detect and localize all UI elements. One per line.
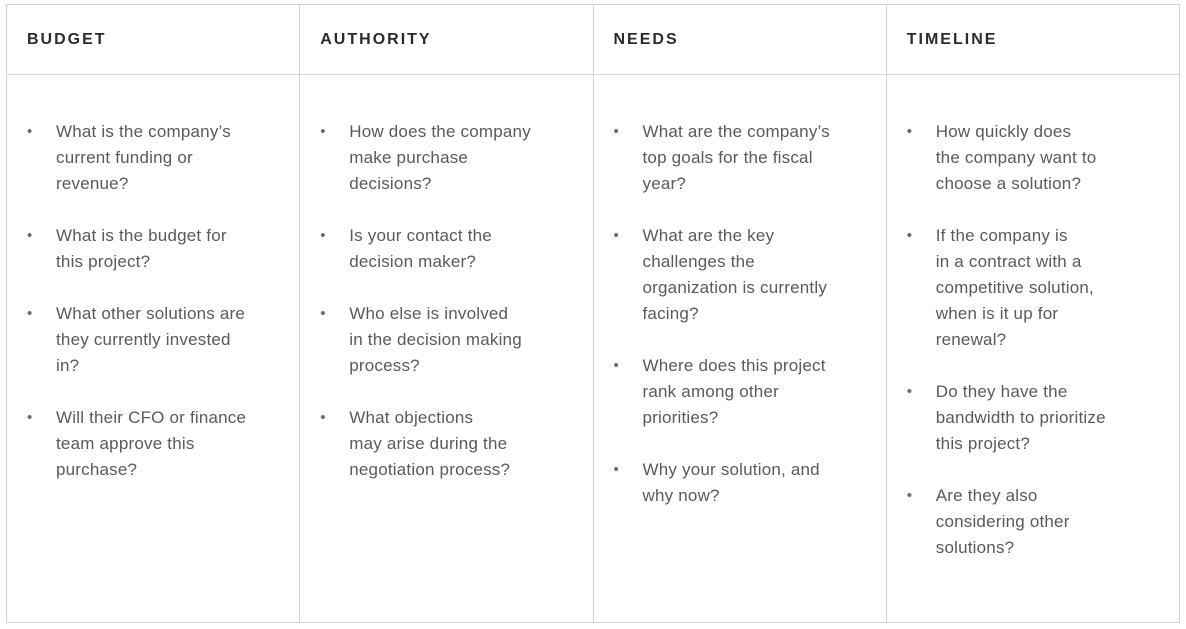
column-title: TIMELINE: [906, 30, 998, 48]
column-body: [887, 75, 1179, 622]
bullet-icon: •: [27, 305, 33, 322]
question-list: [907, 119, 1169, 561]
question-line: why now?: [642, 486, 720, 505]
column-title: AUTHORITY: [320, 30, 432, 48]
column-authority: [300, 5, 593, 622]
question-item: [320, 301, 582, 379]
question-line: considering other: [935, 512, 1070, 531]
question-line: Who else is involved: [349, 304, 509, 323]
question-line: solutions?: [935, 538, 1015, 557]
question-line: current funding or: [56, 148, 193, 167]
bullet-icon: •: [27, 123, 33, 140]
question-item: [614, 457, 876, 509]
question-line: team approve this: [56, 434, 195, 453]
question-line: facing?: [642, 304, 699, 323]
question-line: in?: [56, 356, 80, 375]
column-header: [300, 5, 592, 75]
bullet-icon: •: [613, 357, 619, 374]
question-line: What are the key: [642, 226, 775, 245]
question-line: Why your solution, and: [642, 460, 820, 479]
question-list: [27, 119, 289, 483]
question-line: this project?: [56, 252, 151, 271]
question-line: Are they also: [935, 486, 1038, 505]
question-line: they currently invested: [56, 330, 231, 349]
bullet-icon: •: [613, 123, 619, 140]
question-item: [320, 405, 582, 483]
bullet-icon: •: [906, 383, 913, 400]
question-line: renewal?: [935, 330, 1007, 349]
column-title: BUDGET: [27, 30, 107, 48]
column-body: [594, 75, 886, 622]
bullet-icon: •: [906, 123, 913, 140]
question-line: bandwidth to prioritize: [935, 408, 1106, 427]
question-item: [320, 119, 582, 197]
question-line: competitive solution,: [935, 278, 1094, 297]
question-line: purchase?: [56, 460, 138, 479]
column-title: NEEDS: [613, 30, 679, 48]
question-line: How does the company: [349, 122, 531, 141]
question-item: [907, 119, 1169, 197]
question-item: [27, 223, 289, 275]
bullet-icon: •: [906, 487, 913, 504]
question-line: decision maker?: [349, 252, 477, 271]
question-item: [27, 119, 289, 197]
question-item: [614, 223, 876, 327]
question-list: [320, 119, 582, 483]
question-line: Where does this project: [642, 356, 826, 375]
question-item: [907, 223, 1169, 353]
question-line: in the decision making: [349, 330, 522, 349]
question-item: [27, 405, 289, 483]
question-line: revenue?: [56, 174, 129, 193]
question-line: choose a solution?: [935, 174, 1082, 193]
column-header: [594, 5, 886, 75]
question-item: [320, 223, 582, 275]
bullet-icon: •: [27, 227, 33, 244]
question-line: Do they have the: [935, 382, 1068, 401]
question-line: negotiation process?: [349, 460, 511, 479]
bant-table: [6, 4, 1180, 623]
question-line: year?: [642, 174, 687, 193]
question-line: may arise during the: [349, 434, 508, 453]
question-line: If the company is: [935, 226, 1068, 245]
question-list: [614, 119, 876, 509]
question-line: decisions?: [349, 174, 432, 193]
question-line: in a contract with a: [935, 252, 1082, 271]
bullet-icon: •: [613, 461, 619, 478]
bullet-icon: •: [320, 409, 326, 426]
column-header: [7, 5, 299, 75]
column-needs: [594, 5, 887, 622]
bullet-icon: •: [320, 305, 326, 322]
column-timeline: [887, 5, 1179, 622]
question-line: organization is currently: [642, 278, 828, 297]
question-line: Is your contact the: [349, 226, 492, 245]
question-line: What is the company’s: [56, 122, 231, 141]
question-item: [614, 353, 876, 431]
question-item: [614, 119, 876, 197]
question-item: [907, 379, 1169, 457]
question-line: the company want to: [935, 148, 1097, 167]
question-line: top goals for the fiscal: [642, 148, 813, 167]
question-line: What are the company’s: [642, 122, 830, 141]
question-line: process?: [349, 356, 420, 375]
question-line: rank among other: [642, 382, 779, 401]
bullet-icon: •: [613, 227, 619, 244]
column-body: [7, 75, 299, 622]
question-line: when is it up for: [935, 304, 1059, 323]
question-line: priorities?: [642, 408, 719, 427]
question-item: [27, 301, 289, 379]
bullet-icon: •: [320, 227, 326, 244]
question-line: this project?: [935, 434, 1031, 453]
bullet-icon: •: [27, 409, 33, 426]
question-line: Will their CFO or finance: [56, 408, 247, 427]
question-line: What objections: [349, 408, 474, 427]
question-item: [907, 483, 1169, 561]
column-header: [887, 5, 1179, 75]
question-line: challenges the: [642, 252, 755, 271]
bullet-icon: •: [320, 123, 326, 140]
bullet-icon: •: [906, 227, 913, 244]
question-line: make purchase: [349, 148, 469, 167]
column-body: [300, 75, 592, 622]
question-line: How quickly does: [935, 122, 1072, 141]
column-budget: [7, 5, 300, 622]
question-line: What other solutions are: [56, 304, 246, 323]
question-line: What is the budget for: [56, 226, 227, 245]
